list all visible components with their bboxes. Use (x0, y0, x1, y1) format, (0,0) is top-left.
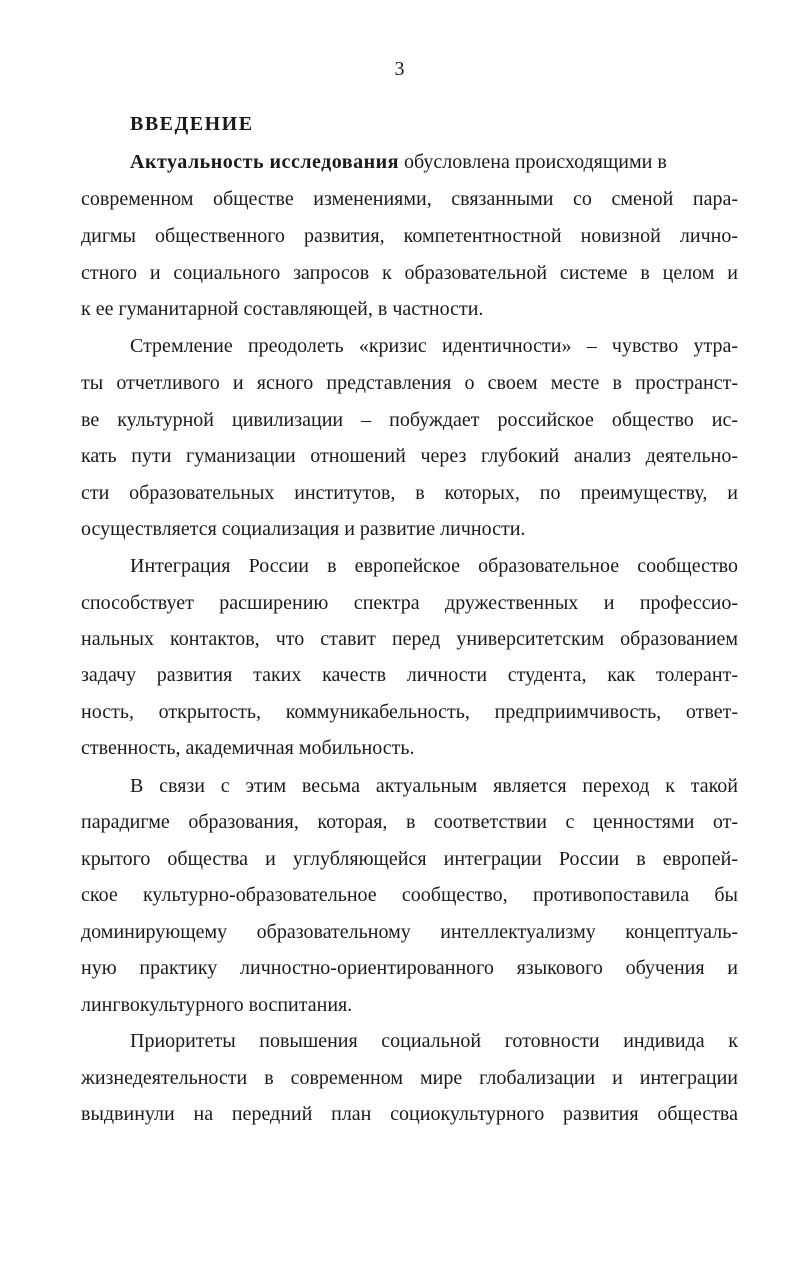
paragraph-4-line-1: В связи с этим весьма актуальным является переход к такой (130, 775, 738, 797)
paragraph-3-line-6: ственность, академичная мобильность. (81, 737, 415, 759)
paragraph-5-line-2: жизнедеятельности в современном мире глобализации и интеграции (81, 1067, 738, 1089)
section-heading: ВВЕДЕНИЕ (130, 113, 254, 135)
paragraph-4-line-7: лингвокультурного воспитания. (81, 994, 353, 1016)
paragraph-4-line-5: доминирующему образовательному интеллектуализму концептуаль- (81, 921, 738, 943)
paragraph-5-line-1: Приоритеты повышения социальной готовности индивида к (130, 1030, 738, 1052)
paragraph-3-line-5: ность, открытость, коммуникабельность, предприимчивость, ответ- (81, 701, 738, 723)
paragraph-3-line-4: задачу развития таких качеств личности студента, как толерант- (81, 664, 738, 686)
paragraph-3-line-1: Интеграция России в европейское образовательное сообщество (130, 555, 738, 577)
paragraph-4-line-6: ную практику личностно-ориентированного языкового обучения и (81, 957, 738, 979)
paragraph-3-line-2: способствует расширению спектра дружественных и профессио- (81, 592, 738, 614)
paragraph-2-line-1: Стремление преодолеть «кризис идентичности» – чувство утра- (130, 335, 738, 357)
paragraph-1-line-4: стного и социального запросов к образовательной системе в целом и (81, 262, 738, 284)
paragraph-2-line-3: ве культурной цивилизации – побуждает российское общество ис- (81, 409, 738, 431)
paragraph-5-line-3: выдвинули на передний план социокультурного развития общества (81, 1103, 738, 1125)
paragraph-1-line-3: дигмы общественного развития, компетентностной новизной лично- (81, 225, 738, 247)
relevance-lead: Актуальность исследования (130, 151, 399, 173)
paragraph-1-line-2: современном обществе изменениями, связанными со сменой пара- (81, 188, 738, 210)
paragraph-2-line-2: ты отчетливого и ясного представления о своем месте в пространст- (81, 372, 738, 394)
paragraph-1-line-1: Актуальность исследования обусловлена происходящими в (130, 151, 667, 173)
paragraph-4-line-2: парадигме образования, которая, в соответствии с ценностями от- (81, 811, 738, 833)
paragraph-2-line-5: сти образовательных институтов, в которых, по преимуществу, и (81, 482, 738, 504)
paragraph-2-line-4: кать пути гуманизации отношений через глубокий анализ деятельно- (81, 445, 738, 467)
paragraph-3-line-3: нальных контактов, что ставит перед университетским образованием (81, 628, 738, 650)
paragraph-2-line-6: осуществляется социализация и развитие личности. (81, 518, 526, 540)
paragraph-4-line-4: ское культурно-образовательное сообщество, противопоставила бы (81, 884, 738, 906)
paragraph-4-line-3: крытого общества и углубляющейся интеграции России в европей- (81, 848, 738, 870)
paragraph-1-line-5: к ее гуманитарной составляющей, в частности. (81, 298, 484, 320)
page-number: 3 (394, 58, 405, 80)
